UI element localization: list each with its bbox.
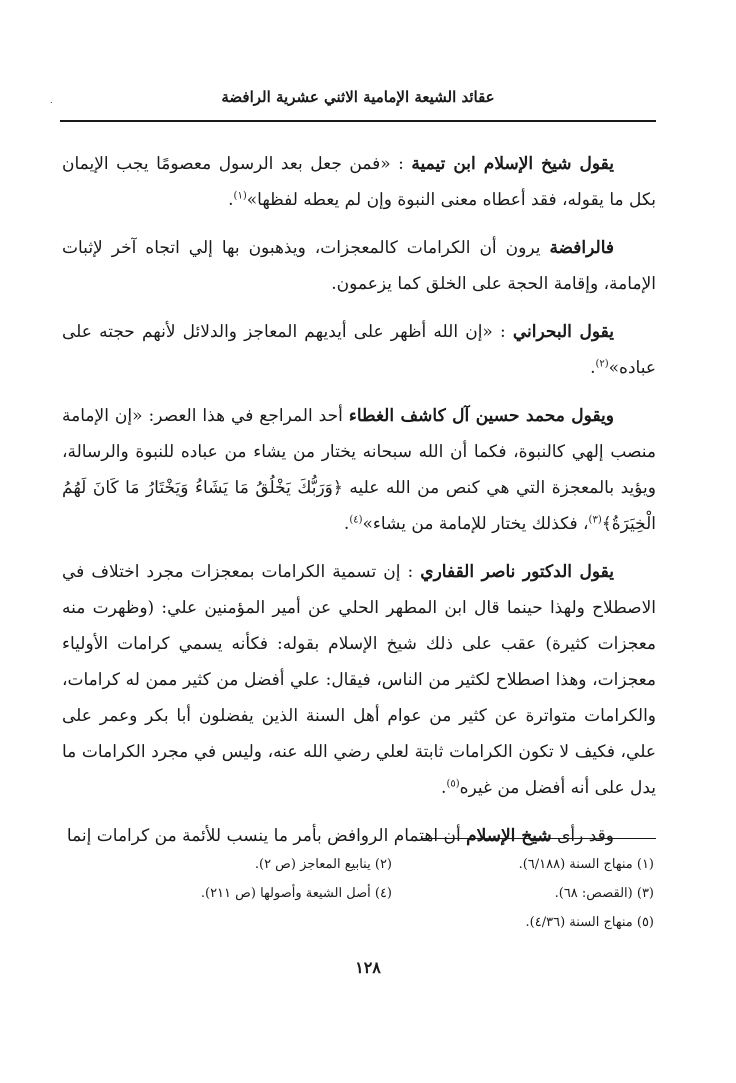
footnote-ref: (١) [233, 190, 247, 202]
paragraph-end: . [343, 514, 350, 534]
footnote: (٣) (القصص: ٦٨). [554, 886, 654, 901]
page-number: ١٢٨ [355, 958, 381, 977]
footnote [130, 908, 392, 937]
paragraph-text: : «إن الله أظهر على أيديهم المعاجز والدلائل لأنهم حجته على عباده» [62, 322, 656, 378]
footnotes [130, 850, 654, 937]
paragraph-lead: شيخ الإسلام [466, 826, 552, 846]
paragraph-lead: يقول شيخ الإسلام ابن تيمية [411, 154, 614, 174]
paragraph-lead: ويقول محمد حسين آل كاشف الغطاء [348, 406, 614, 426]
body-text [62, 146, 656, 866]
footnote-row [130, 908, 654, 937]
footnote-ref: (٤) [349, 514, 363, 526]
footnote-rule [421, 838, 656, 839]
margin-mark: . [50, 96, 53, 105]
footnote-row [130, 879, 654, 908]
footnote: (١) منهاج السنة (٦/١٨٨). [518, 857, 654, 872]
footnote-ref: (٢) [595, 358, 609, 370]
paragraph [62, 554, 656, 806]
paragraph-prefix: وقد رأى [557, 826, 614, 846]
paragraph-end: . [228, 190, 234, 210]
paragraph [62, 230, 656, 302]
paragraph-text: : «فمن جعل بعد الرسول معصومًا يجب الإيمان بكل ما يقوله، فقد أعطاه معنى النبوة وإن لم يعطه لفظها» [62, 154, 656, 210]
paragraph-text: أن اهتمام الروافض بأمر ما ينسب للأئمة من كرامات إنما [66, 826, 461, 846]
paragraph-text: أحد المراجع في هذا العصر: «إن الإمامة منصب إلهي كالنبوة، فكما أن الله سبحانه يختار من يشاء من عباده للنبوة والرسالة، ويؤيد بالمعجزة التي هي كنص من الله عليه ﴿وَرَبُّكَ يَخْلُقُ مَا يَشَاءُ وَيَخْتَارُ مَا كَانَ لَهُمُ الْخِيَرَةُ﴾ [62, 406, 656, 534]
paragraph-text: : إن تسمية الكرامات بمعجزات مجرد اختلاف في الاصطلاح ولهذا حينما قال ابن المطهر الحلي عن أمير المؤمنين علي: (وظهرت منه معجزات كثيرة) عقب على ذلك شيخ الإسلام بقوله: فكأنه يسمي كرامات الأولياء معجزات، وهذا اصطلاح لكثير من الناس، فيقال: علي أفضل من كثير ممن له كرامات، والكرامات متواترة عن كثير من عوام أهل السنة الذين يفضلون أبا بكر وعمر على علي، فكيف لا تكون الكرامات ثابتة لعلي رضي الله عنه، وليس في مجرد الكرامات ما يدل على أنه أفضل من غيره [62, 562, 656, 798]
footnote-ref: (٥) [446, 778, 460, 790]
paragraph-lead: يقول البحراني [512, 322, 614, 342]
paragraph [62, 818, 656, 854]
paragraph-end: . [441, 778, 447, 798]
header-rule [60, 120, 656, 122]
paragraph [62, 398, 656, 542]
footnote: (٢) ينابيع المعاجز (ص ٢). [254, 857, 392, 872]
footnote-row [130, 850, 654, 879]
paragraph-text-continued: ، فكذلك يختار للإمامة من يشاء» [362, 514, 589, 534]
paragraph [62, 314, 656, 386]
footnote: (٤) أصل الشيعة وأصولها (ص ٢١١). [200, 886, 392, 901]
running-header: عقائد الشيعة الإمامية الاثني عشرية الرافضة [221, 88, 495, 106]
paragraph-end: . [590, 358, 596, 378]
paragraph-lead: يقول الدكتور ناصر القفاري [420, 562, 614, 582]
footnote: (٥) منهاج السنة (٤/٣٦). [525, 915, 654, 930]
paragraph [62, 146, 656, 218]
paragraph-text: يرون أن الكرامات كالمعجزات، ويذهبون بها إلي اتجاه آخر لإثبات الإمامة، وإقامة الحجة على الخلق كما يزعمون. [62, 238, 656, 294]
footnote-ref: (٣) [588, 514, 602, 526]
paragraph-lead: فالرافضة [549, 238, 615, 258]
